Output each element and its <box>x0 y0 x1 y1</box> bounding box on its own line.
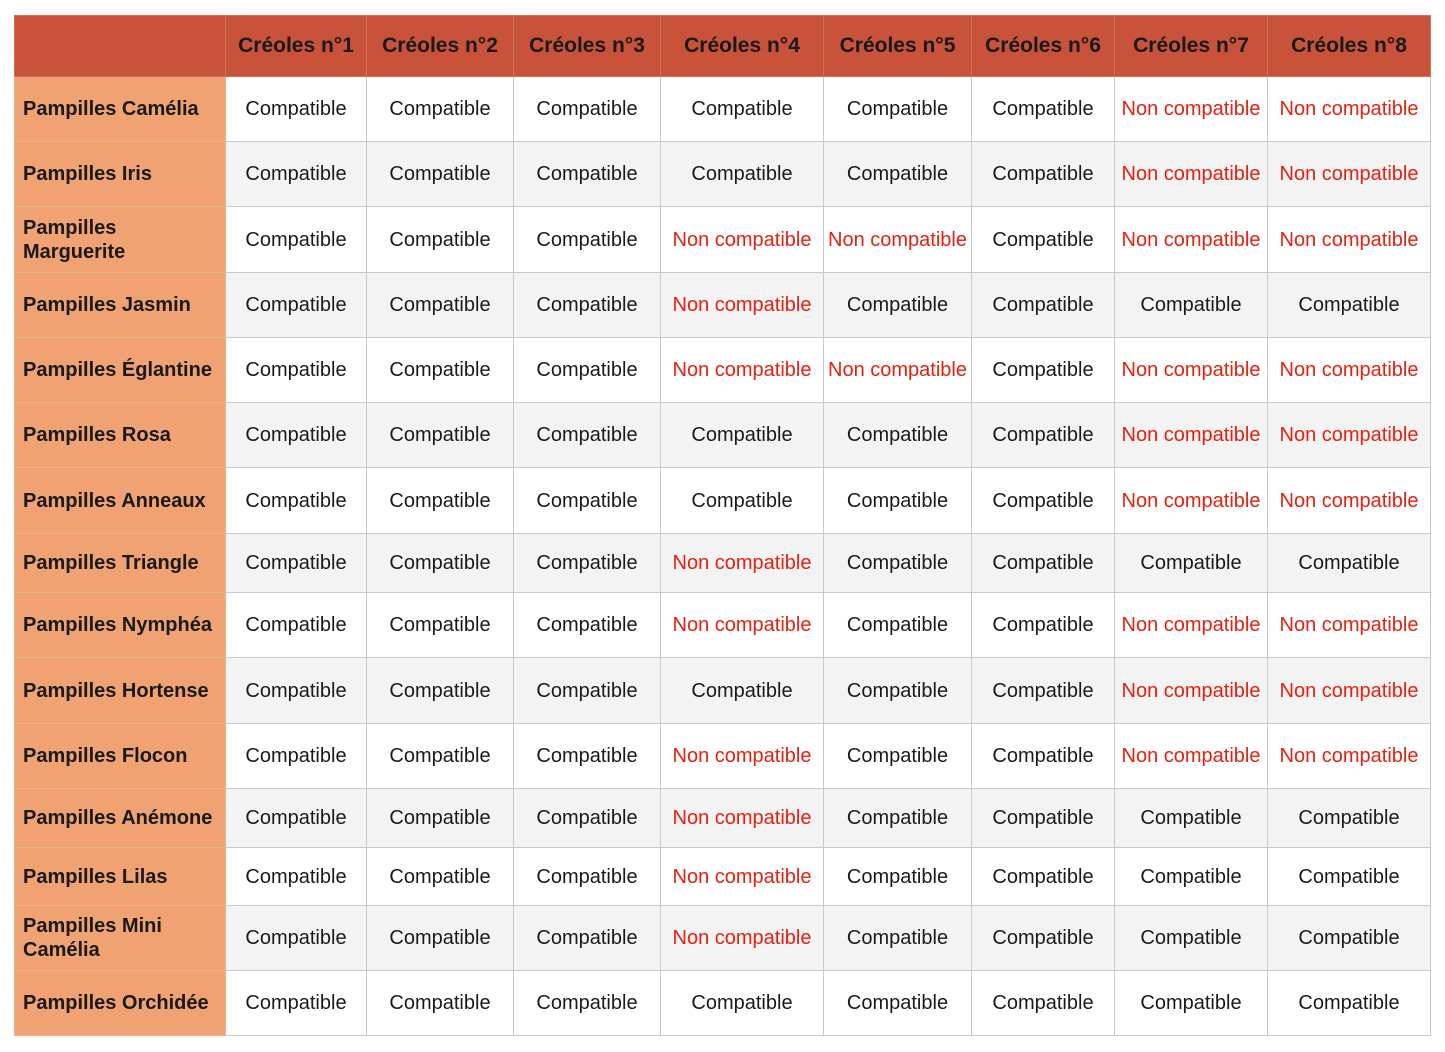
compatibility-cell: Compatible <box>226 724 367 789</box>
column-header: Créoles n°6 <box>972 16 1115 77</box>
table-row <box>15 789 1431 848</box>
row-header: Pampilles Flocon <box>15 724 226 789</box>
table-row <box>15 338 1431 403</box>
compatibility-cell: Compatible <box>824 848 972 906</box>
compatibility-cell: Compatible <box>972 468 1115 534</box>
compatibility-cell: Compatible <box>972 658 1115 724</box>
compatibility-cell: Compatible <box>514 906 661 971</box>
row-header: Pampilles Rosa <box>15 403 226 468</box>
compatibility-cell: Compatible <box>514 468 661 534</box>
compatibility-cell: Non compatible <box>1268 658 1431 724</box>
compatibility-cell: Compatible <box>824 971 972 1036</box>
compatibility-cell: Compatible <box>226 338 367 403</box>
row-header: Pampilles Iris <box>15 142 226 207</box>
compatibility-table <box>14 15 1431 1036</box>
compatibility-cell: Compatible <box>226 77 367 142</box>
compatibility-cell: Compatible <box>972 77 1115 142</box>
table-row <box>15 207 1431 273</box>
table-row <box>15 142 1431 207</box>
compatibility-cell: Compatible <box>1115 971 1268 1036</box>
compatibility-cell: Compatible <box>661 468 824 534</box>
compatibility-cell: Compatible <box>661 971 824 1036</box>
table-row <box>15 658 1431 724</box>
compatibility-cell: Compatible <box>226 403 367 468</box>
table-row <box>15 848 1431 906</box>
compatibility-cell: Compatible <box>226 971 367 1036</box>
column-header: Créoles n°3 <box>514 16 661 77</box>
compatibility-cell: Compatible <box>972 971 1115 1036</box>
compatibility-cell: Compatible <box>226 207 367 273</box>
row-header: Pampilles Orchidée <box>15 971 226 1036</box>
compatibility-cell: Compatible <box>1268 789 1431 848</box>
column-header: Créoles n°2 <box>367 16 514 77</box>
corner-cell <box>15 16 226 77</box>
row-header: Pampilles Jasmin <box>15 273 226 338</box>
compatibility-cell: Compatible <box>972 724 1115 789</box>
compatibility-cell: Compatible <box>661 403 824 468</box>
compatibility-cell: Non compatible <box>1268 77 1431 142</box>
compatibility-cell: Compatible <box>824 77 972 142</box>
compatibility-cell: Compatible <box>226 848 367 906</box>
compatibility-cell: Compatible <box>514 403 661 468</box>
compatibility-cell: Non compatible <box>1115 593 1268 658</box>
row-header: Pampilles Hortense <box>15 658 226 724</box>
header-row <box>15 16 1431 77</box>
compatibility-cell: Non compatible <box>661 338 824 403</box>
row-header: Pampilles Triangle <box>15 534 226 593</box>
compatibility-cell: Compatible <box>367 207 514 273</box>
compatibility-cell: Compatible <box>226 658 367 724</box>
compatibility-cell: Compatible <box>226 142 367 207</box>
compatibility-cell: Non compatible <box>661 724 824 789</box>
compatibility-cell: Non compatible <box>661 848 824 906</box>
compatibility-cell: Compatible <box>824 724 972 789</box>
compatibility-cell: Compatible <box>514 142 661 207</box>
compatibility-cell: Compatible <box>824 658 972 724</box>
column-header: Créoles n°8 <box>1268 16 1431 77</box>
table-row <box>15 468 1431 534</box>
compatibility-cell: Non compatible <box>1115 77 1268 142</box>
compatibility-cell: Non compatible <box>1115 658 1268 724</box>
compatibility-cell: Compatible <box>972 906 1115 971</box>
compatibility-cell: Compatible <box>514 724 661 789</box>
compatibility-cell: Compatible <box>972 789 1115 848</box>
compatibility-cell: Compatible <box>824 142 972 207</box>
compatibility-cell: Compatible <box>1115 273 1268 338</box>
compatibility-cell: Non compatible <box>1115 724 1268 789</box>
compatibility-cell: Compatible <box>226 273 367 338</box>
compatibility-cell: Non compatible <box>1268 593 1431 658</box>
compatibility-cell: Compatible <box>367 593 514 658</box>
compatibility-cell: Compatible <box>824 468 972 534</box>
compatibility-cell: Non compatible <box>1115 207 1268 273</box>
compatibility-cell: Non compatible <box>661 593 824 658</box>
compatibility-cell: Compatible <box>1268 848 1431 906</box>
compatibility-cell: Compatible <box>367 724 514 789</box>
compatibility-cell: Compatible <box>514 534 661 593</box>
compatibility-cell: Compatible <box>514 658 661 724</box>
compatibility-cell: Compatible <box>1268 534 1431 593</box>
compatibility-cell: Compatible <box>824 273 972 338</box>
table-body <box>15 77 1431 1036</box>
row-header: Pampilles Lilas <box>15 848 226 906</box>
compatibility-cell: Compatible <box>367 534 514 593</box>
compatibility-cell: Compatible <box>824 534 972 593</box>
compatibility-cell: Non compatible <box>824 338 972 403</box>
compatibility-cell: Compatible <box>824 789 972 848</box>
compatibility-cell: Compatible <box>514 273 661 338</box>
table-row <box>15 77 1431 142</box>
compatibility-cell: Compatible <box>514 207 661 273</box>
compatibility-cell: Compatible <box>972 273 1115 338</box>
compatibility-cell: Compatible <box>972 207 1115 273</box>
compatibility-cell: Compatible <box>367 77 514 142</box>
row-header: Pampilles Églantine <box>15 338 226 403</box>
compatibility-cell: Non compatible <box>1115 468 1268 534</box>
compatibility-cell: Non compatible <box>1268 724 1431 789</box>
compatibility-cell: Compatible <box>661 77 824 142</box>
compatibility-cell: Compatible <box>514 789 661 848</box>
compatibility-cell: Compatible <box>661 658 824 724</box>
compatibility-cell: Non compatible <box>661 207 824 273</box>
compatibility-cell: Compatible <box>1115 848 1268 906</box>
compatibility-cell: Compatible <box>367 848 514 906</box>
compatibility-cell: Compatible <box>972 534 1115 593</box>
compatibility-cell: Compatible <box>226 593 367 658</box>
compatibility-cell: Compatible <box>1115 534 1268 593</box>
compatibility-cell: Non compatible <box>1268 338 1431 403</box>
compatibility-cell: Non compatible <box>1115 403 1268 468</box>
compatibility-cell: Compatible <box>972 142 1115 207</box>
compatibility-cell: Compatible <box>367 142 514 207</box>
compatibility-cell: Compatible <box>824 593 972 658</box>
compatibility-cell: Compatible <box>1268 971 1431 1036</box>
table-row <box>15 906 1431 971</box>
compatibility-cell: Non compatible <box>1268 403 1431 468</box>
compatibility-cell: Compatible <box>367 468 514 534</box>
compatibility-cell: Compatible <box>1115 906 1268 971</box>
compatibility-cell: Compatible <box>972 848 1115 906</box>
compatibility-cell: Compatible <box>367 971 514 1036</box>
compatibility-cell: Compatible <box>972 403 1115 468</box>
column-header: Créoles n°4 <box>661 16 824 77</box>
row-header: Pampilles Camélia <box>15 77 226 142</box>
compatibility-cell: Non compatible <box>661 273 824 338</box>
compatibility-cell: Compatible <box>514 77 661 142</box>
compatibility-cell: Compatible <box>367 338 514 403</box>
compatibility-cell: Compatible <box>661 142 824 207</box>
column-header: Créoles n°5 <box>824 16 972 77</box>
compatibility-cell: Non compatible <box>1268 207 1431 273</box>
compatibility-cell: Compatible <box>514 848 661 906</box>
compatibility-cell: Compatible <box>1115 789 1268 848</box>
compatibility-cell: Non compatible <box>661 534 824 593</box>
compatibility-cell: Compatible <box>367 403 514 468</box>
table-row <box>15 403 1431 468</box>
compatibility-cell: Compatible <box>972 593 1115 658</box>
compatibility-cell: Compatible <box>514 593 661 658</box>
compatibility-cell: Compatible <box>226 468 367 534</box>
compatibility-cell: Compatible <box>367 789 514 848</box>
table-row <box>15 534 1431 593</box>
compatibility-cell: Compatible <box>367 658 514 724</box>
compatibility-cell: Non compatible <box>1268 142 1431 207</box>
row-header: Pampilles Anémone <box>15 789 226 848</box>
column-header: Créoles n°1 <box>226 16 367 77</box>
compatibility-cell: Compatible <box>367 906 514 971</box>
compatibility-cell: Non compatible <box>661 789 824 848</box>
compatibility-cell: Non compatible <box>1115 142 1268 207</box>
row-header: Pampilles Marguerite <box>15 207 226 273</box>
compatibility-cell: Compatible <box>1268 906 1431 971</box>
compatibility-cell: Non compatible <box>1115 338 1268 403</box>
compatibility-cell: Compatible <box>824 906 972 971</box>
row-header: Pampilles Anneaux <box>15 468 226 534</box>
compatibility-cell: Compatible <box>824 403 972 468</box>
compatibility-cell: Compatible <box>514 338 661 403</box>
compatibility-cell: Non compatible <box>661 906 824 971</box>
compatibility-cell: Compatible <box>1268 273 1431 338</box>
table-row <box>15 273 1431 338</box>
compatibility-cell: Compatible <box>226 534 367 593</box>
compatibility-cell: Compatible <box>226 906 367 971</box>
table-row <box>15 593 1431 658</box>
compatibility-cell: Compatible <box>514 971 661 1036</box>
table-row <box>15 724 1431 789</box>
table-row <box>15 971 1431 1036</box>
column-header: Créoles n°7 <box>1115 16 1268 77</box>
row-header: Pampilles Nymphéa <box>15 593 226 658</box>
compatibility-cell: Compatible <box>367 273 514 338</box>
compatibility-cell: Non compatible <box>824 207 972 273</box>
compatibility-cell: Compatible <box>226 789 367 848</box>
row-header: Pampilles Mini Camélia <box>15 906 226 971</box>
compatibility-cell: Non compatible <box>1268 468 1431 534</box>
compatibility-cell: Compatible <box>972 338 1115 403</box>
